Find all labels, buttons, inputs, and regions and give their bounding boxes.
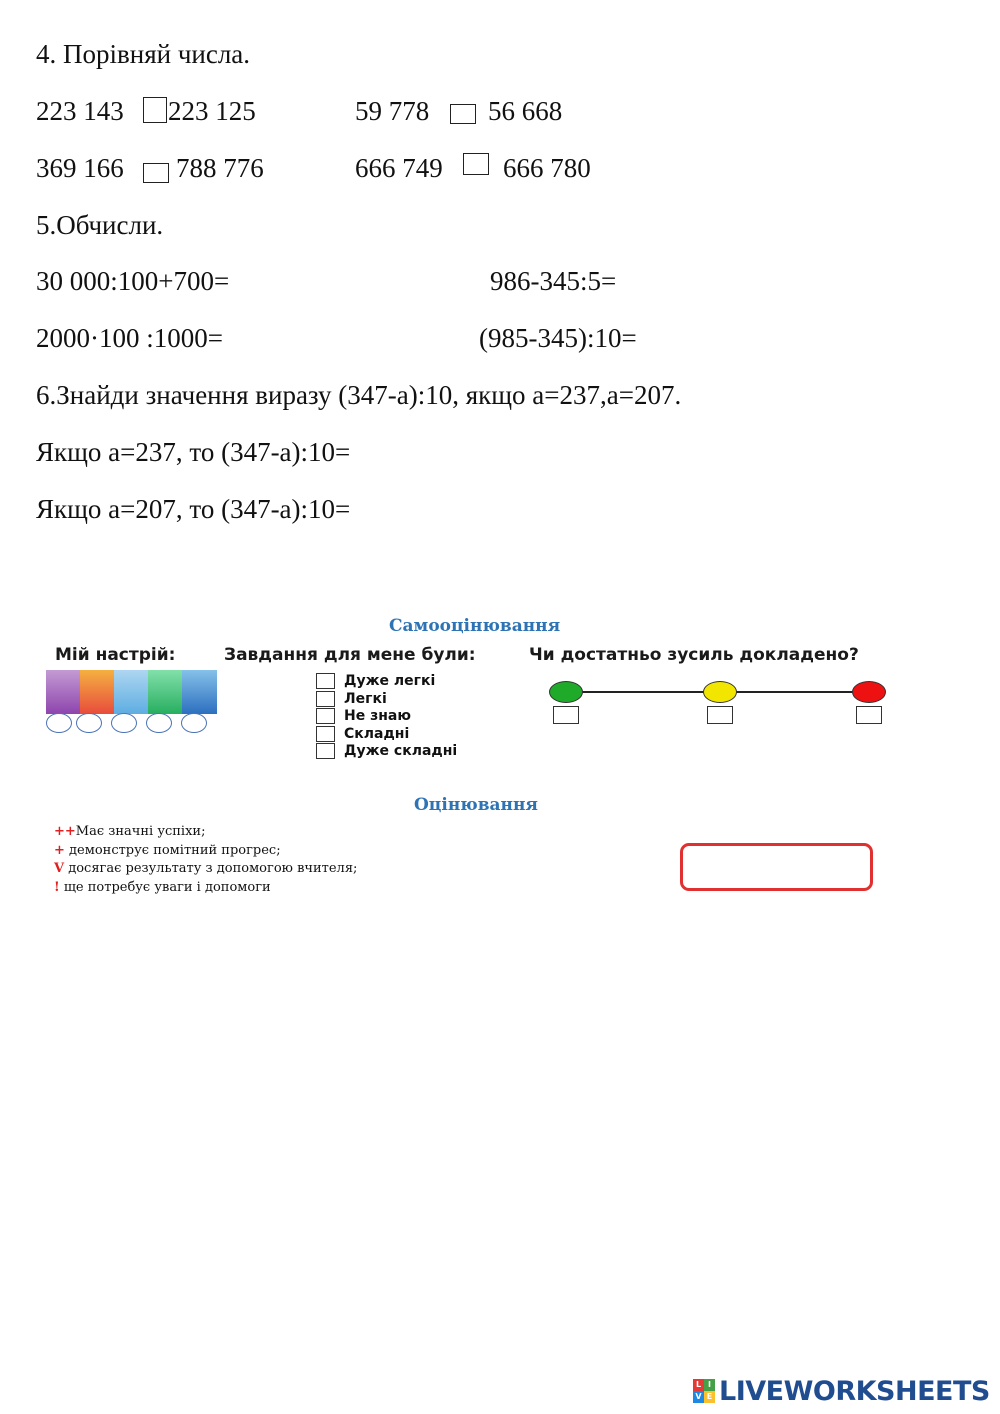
effort-yellow-circle	[703, 681, 737, 703]
effort-green-circle	[549, 681, 583, 703]
mood-label: Мій настрій:	[55, 645, 176, 665]
difficulty-label: Дуже легкі	[344, 672, 436, 689]
mood-option-1[interactable]	[46, 713, 72, 733]
difficulty-option-hard[interactable]	[316, 725, 409, 742]
criterion-4: ! ще потребує уваги і допомоги	[54, 880, 271, 895]
task5-title: 5.Обчисли.	[36, 210, 164, 240]
calc-expr-1: 30 000:100+700=	[36, 266, 230, 296]
checkbox[interactable]	[316, 691, 335, 707]
criterion-3: V досягає результату з допомогою вчителя;	[54, 861, 358, 876]
logo-text: LIVEWORKSHEETS	[719, 1375, 990, 1407]
checkbox[interactable]	[316, 743, 335, 759]
compare-2-right: 56 668	[488, 96, 563, 126]
compare-box-2[interactable]	[450, 104, 476, 124]
effort-red-circle	[852, 681, 886, 703]
calc-expr-4: (985-345):10=	[479, 323, 637, 353]
compare-4-left: 666 749	[355, 153, 443, 183]
compare-box-4[interactable]	[463, 153, 489, 175]
criterion-2: + демонструє помітний прогрес;	[54, 843, 281, 858]
compare-4-right: 666 780	[503, 153, 591, 183]
checkbox[interactable]	[316, 726, 335, 742]
difficulty-label: Дуже складні	[344, 742, 458, 759]
self-assessment-title: Самооцінювання	[389, 616, 561, 636]
difficulty-label: Не знаю	[344, 707, 411, 724]
mood-face-icon	[114, 670, 148, 714]
task6-line-2: Якщо а=207, то (347-а):10=	[36, 494, 351, 524]
effort-checkbox-green[interactable]	[553, 706, 579, 724]
compare-1-left: 223 143	[36, 96, 124, 126]
mood-face-icon	[148, 670, 182, 714]
mood-option-5[interactable]	[181, 713, 207, 733]
mood-option-4[interactable]	[146, 713, 172, 733]
difficulty-label: Складні	[344, 725, 410, 742]
mood-option-3[interactable]	[111, 713, 137, 733]
grade-input-box[interactable]	[680, 843, 873, 891]
evaluation-title: Оцінювання	[414, 795, 538, 815]
effort-label: Чи достатньо зусиль докладено?	[529, 645, 859, 665]
mood-face-icon	[46, 670, 80, 714]
compare-1-right: 223 125	[168, 96, 256, 126]
compare-2-left: 59 778	[355, 96, 430, 126]
difficulty-option-very-hard[interactable]	[316, 742, 457, 759]
calc-expr-3: 2000·100 :1000=	[36, 323, 223, 353]
task6-line-1: Якщо а=237, то (347-а):10=	[36, 437, 351, 467]
tasks-label: Завдання для мене були:	[224, 645, 476, 665]
mood-face-icon	[182, 670, 217, 714]
mood-face-icon	[80, 670, 114, 714]
checkbox[interactable]	[316, 673, 335, 689]
liveworksheets-logo	[693, 1376, 990, 1406]
checkbox[interactable]	[316, 708, 335, 724]
logo-grid-icon: L I V E	[693, 1379, 715, 1403]
compare-3-left: 369 166	[36, 153, 124, 183]
task6-title: 6.Знайди значення виразу (347-а):10, якщо а=237,а=207.	[36, 380, 682, 410]
criterion-1: ++Має значні успіхи;	[54, 824, 206, 839]
task4-title: 4. Порівняй числа.	[36, 39, 251, 69]
compare-box-1[interactable]	[143, 97, 167, 123]
difficulty-option-dont-know[interactable]	[316, 707, 411, 724]
difficulty-label: Легкі	[344, 690, 387, 707]
compare-3-right: 788 776	[176, 153, 264, 183]
difficulty-option-easy[interactable]	[316, 690, 387, 707]
calc-expr-2: 986-345:5=	[490, 266, 617, 296]
compare-box-3[interactable]	[143, 163, 169, 183]
effort-checkbox-yellow[interactable]	[707, 706, 733, 724]
mood-option-2[interactable]	[76, 713, 102, 733]
difficulty-option-very-easy[interactable]	[316, 672, 435, 689]
effort-checkbox-red[interactable]	[856, 706, 882, 724]
